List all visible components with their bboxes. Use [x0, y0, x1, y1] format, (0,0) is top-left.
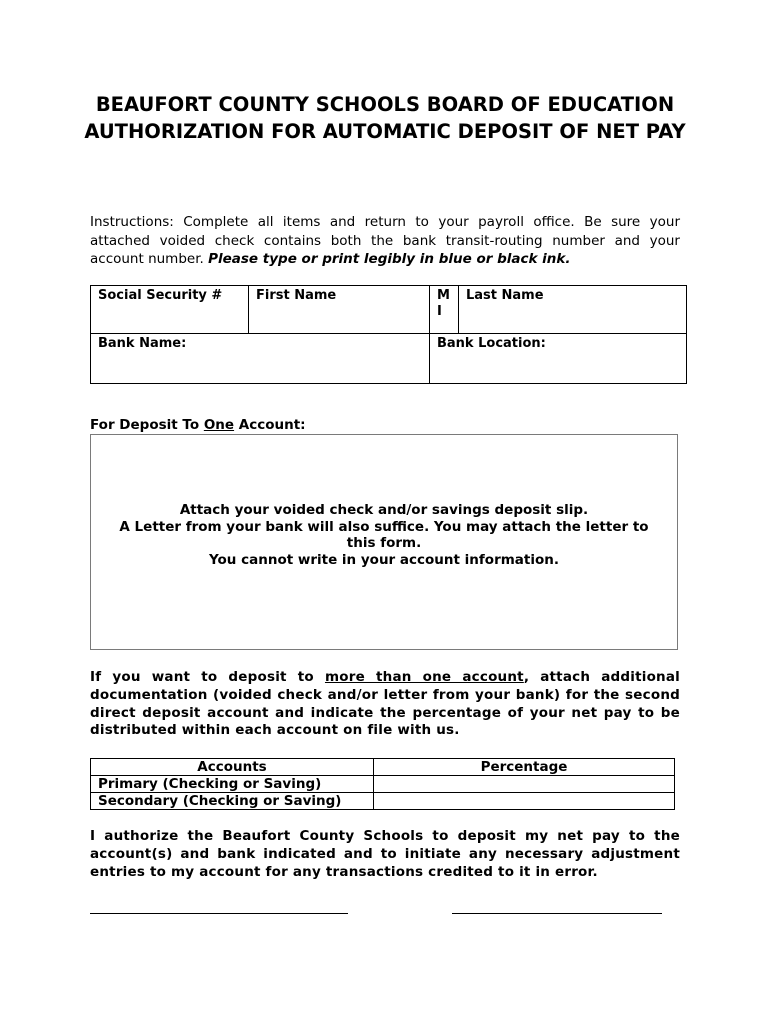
bank-location-field[interactable] [430, 334, 687, 384]
form-title [80, 92, 690, 145]
primary-account-label: Primary (Checking or Saving) [91, 776, 374, 793]
check-attachment-box[interactable] [90, 434, 678, 650]
secondary-percentage-field[interactable] [374, 793, 675, 810]
bank-name-field[interactable] [91, 334, 430, 384]
ssn-field[interactable] [91, 286, 249, 334]
last-name-field[interactable] [459, 286, 687, 334]
instructions [90, 213, 680, 269]
instructions-text: Instructions: Complete all items and return to your payroll office. Be sure your attached voided check contains both the bank transit-routing number and your account number. [90, 214, 680, 267]
attach-check-line: Attach your voided check and/or savings deposit slip. [179, 502, 589, 518]
bank-letter-line: A Letter from your bank will also suffice. You may attach the letter to this form. [119, 518, 649, 551]
signature-line[interactable] [90, 913, 348, 914]
one-account-heading [90, 417, 306, 433]
middle-initial-field[interactable] [430, 286, 459, 334]
instructions-emphasis: Please type or print legibly in blue or black ink. [208, 251, 571, 267]
bank-location-label: Bank Location: [437, 336, 546, 351]
first-name-field[interactable] [249, 286, 430, 334]
one-account-heading-post: Account: [234, 417, 306, 433]
employee-info-table [90, 285, 687, 384]
percentage-header: Percentage [374, 759, 675, 776]
secondary-account-row [91, 793, 675, 810]
accounts-table [90, 758, 675, 810]
first-name-label: First Name [256, 288, 337, 303]
mi-label-line-1: M [437, 288, 450, 303]
multiple-accounts-pre: If you want to deposit to [90, 669, 325, 685]
ssn-label: Social Security # [98, 288, 223, 303]
one-account-heading-pre: For Deposit To [90, 417, 204, 433]
accounts-header-row [91, 759, 675, 776]
last-name-label: Last Name [466, 288, 544, 303]
form-title-line-2: AUTHORIZATION FOR AUTOMATIC DEPOSIT OF NET PAY [84, 119, 686, 143]
multiple-accounts-paragraph [90, 669, 680, 740]
check-attachment-instructions [91, 502, 677, 568]
no-write-line: You cannot write in your account information. [208, 551, 559, 568]
primary-percentage-field[interactable] [374, 776, 675, 793]
authorization-statement: I authorize the Beaufort County Schools to deposit my net pay to the account(s) and bank indicated and to initiate any necessary adjustment entries to my account for any transactions credited to it in error. [90, 828, 680, 880]
bank-name-label: Bank Name: [98, 336, 187, 351]
multiple-accounts-emphasis: more than one account [324, 669, 524, 685]
primary-account-row [91, 776, 675, 793]
form-title-line-1: BEAUFORT COUNTY SCHOOLS BOARD OF EDUCATION [95, 93, 675, 116]
one-account-heading-emphasis: One [203, 417, 235, 433]
date-line[interactable] [452, 913, 662, 914]
mi-label-line-2: I [437, 304, 442, 319]
accounts-header: Accounts [91, 759, 374, 776]
secondary-account-label: Secondary (Checking or Saving) [91, 793, 374, 810]
multiple-accounts-post: , attach additional documentation (voided check and/or letter from your bank) for the second direct deposit account and indicate the percentage of your net pay to be distributed within each account on file with us. [90, 669, 680, 739]
